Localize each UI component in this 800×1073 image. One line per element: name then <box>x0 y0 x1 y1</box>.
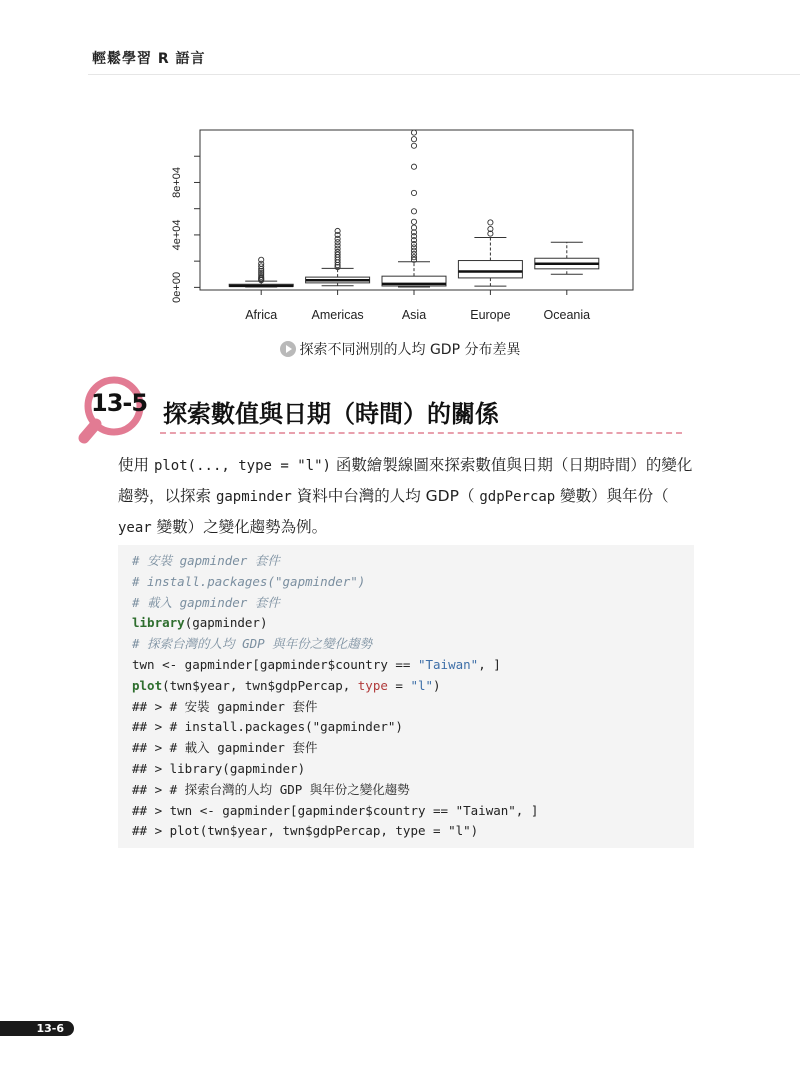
code-text: , ] <box>478 656 501 672</box>
code-string: "l" <box>410 677 434 693</box>
code-line <box>132 676 538 697</box>
x-tick-label: Africa <box>245 308 278 322</box>
paragraph-text: 使用 <box>118 456 154 474</box>
output-line: ## > # 安裝 gapminder 套件 <box>132 698 318 714</box>
code-text: (twn$year, twn$gdpPercap, <box>162 677 358 693</box>
header-rule <box>88 74 800 75</box>
outlier-point <box>411 130 416 135</box>
code-text: (gapminder) <box>184 615 268 631</box>
paragraph-text: 變數）與年份（ <box>555 487 669 505</box>
code-text: twn <- gapminder[gapminder$country == <box>132 656 418 672</box>
outlier-point <box>488 220 493 225</box>
play-icon <box>280 341 296 357</box>
paragraph-text: 函數繪製線圖來探索數值與日期（日期時間）的變化趨勢，以探索 <box>118 456 693 505</box>
outlier-point <box>259 257 264 262</box>
page-number-tab <box>0 1021 74 1036</box>
output-line: ## > twn <- gapminder[gapminder$country == "Taiwan", ] <box>132 802 539 818</box>
paragraph-text: 資料中台灣的人均 GDP（ <box>291 487 480 505</box>
code-function: plot <box>132 677 163 693</box>
box-iqr <box>458 261 522 278</box>
figure-caption <box>0 339 800 359</box>
code-text: = <box>387 677 411 693</box>
section-number: 13-5 <box>91 389 148 417</box>
output-line: ## > # install.packages("gapminder") <box>132 719 403 735</box>
output-line: ## > library(gapminder) <box>132 760 306 776</box>
boxplot-figure <box>165 128 635 333</box>
paragraph-text: 變數）之變化趨勢為例。 <box>151 518 328 536</box>
output-line: ## > # 載入 gapminder 套件 <box>132 740 318 756</box>
code-line <box>132 613 538 634</box>
intro-paragraph <box>118 450 698 543</box>
code-function: library <box>132 615 185 631</box>
y-tick-label: 8e+04 <box>171 167 183 198</box>
code-line <box>132 655 538 676</box>
code-comment-line: # 載入 gapminder 套件 <box>132 594 280 610</box>
inline-code: year <box>118 520 152 536</box>
y-tick-label: 4e+04 <box>171 219 183 251</box>
caption-text: 探索不同洲別的人均 GDP 分布差異 <box>299 342 521 358</box>
section-divider <box>160 432 682 434</box>
code-comment-line: # 探索台灣的人均 GDP 與年份之變化趨勢 <box>132 636 373 652</box>
x-tick-label: Europe <box>470 308 511 322</box>
output-line: ## > # 探索台灣的人均 GDP 與年份之變化趨勢 <box>132 781 410 797</box>
y-tick-label: 0e+00 <box>171 271 183 303</box>
x-tick-label: Oceania <box>543 308 591 322</box>
code-text: ) <box>433 677 441 693</box>
outlier-point <box>335 228 340 233</box>
section-title: 探索數值與日期（時間）的關係 <box>163 400 499 428</box>
x-tick-label: Americas <box>311 308 364 322</box>
outlier-point <box>411 137 416 142</box>
code-lines <box>132 551 538 842</box>
boxplot-chart <box>165 128 635 333</box>
code-argument: type <box>357 677 388 693</box>
outlier-point <box>411 209 416 214</box>
inline-code: plot(..., type = "l") <box>153 458 331 474</box>
outlier-point <box>411 190 416 195</box>
x-tick-label: Asia <box>401 308 427 322</box>
inline-code: gapminder <box>215 489 292 505</box>
outlier-point <box>411 219 416 224</box>
page-number: 13-6 <box>36 1022 64 1035</box>
code-block <box>118 545 694 848</box>
code-comment-line: # 安裝 gapminder 套件 <box>132 553 280 568</box>
inline-code: gdpPercap <box>479 489 556 505</box>
outlier-point <box>411 143 416 148</box>
outlier-point <box>411 164 416 169</box>
code-comment-line: # install.packages("gapminder") <box>132 573 366 589</box>
output-line: ## > plot(twn$year, twn$gdpPercap, type = "l") <box>132 823 479 839</box>
running-header-title: 輕鬆學習 R 語言 <box>92 51 206 67</box>
code-string: "Taiwan" <box>417 656 479 672</box>
